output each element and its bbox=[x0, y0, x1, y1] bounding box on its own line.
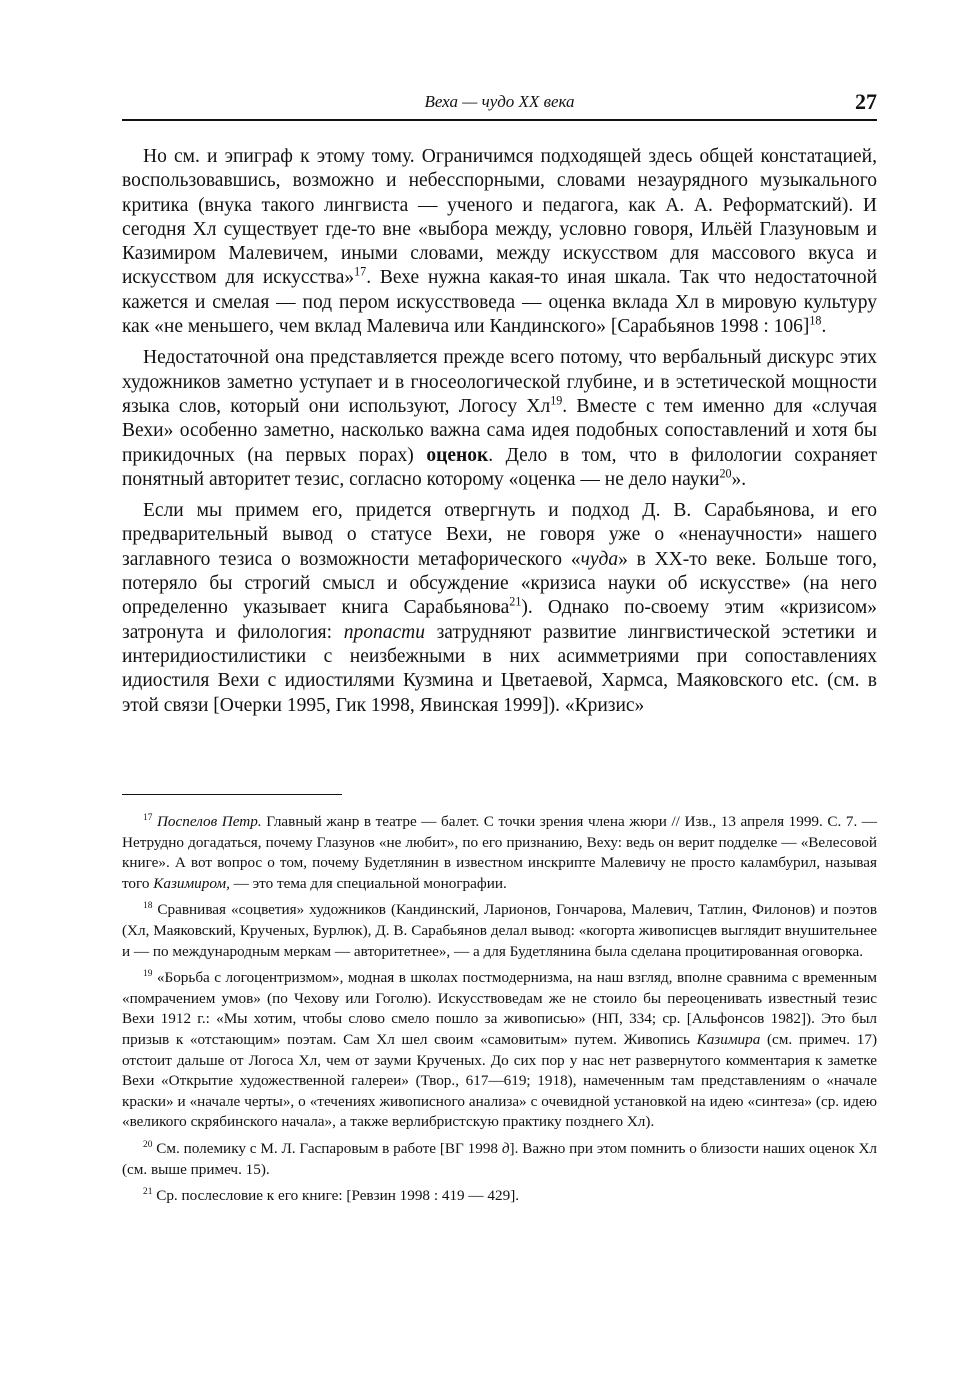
footnote-text: — это тема для специальной монографии. bbox=[229, 874, 507, 892]
header-rule bbox=[122, 119, 877, 121]
paragraph-text: . Вехе нужна какая-то иная шкала. Так что недостаточной кажется и смелая — под пером искусствоведа — оценка вклада Хл в мировую культуру как «не меньшего, чем вклад Малевича или Кандинского» [Сарабьянов 1998 : 106] bbox=[122, 267, 878, 338]
paragraph-1 bbox=[122, 145, 877, 339]
footnote-italic: д bbox=[501, 1139, 510, 1157]
footnote-number: 18 bbox=[143, 901, 153, 912]
footnote-number: 21 bbox=[143, 1187, 153, 1198]
footnote-text: «Борьба с логоцентризмом», модная в школах постмодернизма, на наш взгляд, вполне сравнима с временным «помрачением умов» (по Чехову или Гоголю). Искусствоведам же не стоило бы переоценивать известный тезис Вехи 1912 г.: «Мы хотим, чтобы слово смело пошло за живописью» (НП, 334; ср. [Альфонсов 1982]). Это был призыв к «отстающим» поэтам. Сам Хл шел своим «самовитым» путем. Живопись bbox=[122, 969, 877, 1048]
footnote-ref-18: 18 bbox=[809, 313, 822, 328]
footnote-text: ]. Важно при этом помнить о близости наших оценок Хл (см. выше примеч. 15). bbox=[122, 1139, 877, 1178]
footnote-author: Поспелов Петр. bbox=[156, 813, 262, 830]
running-head bbox=[122, 89, 877, 117]
footnotes bbox=[122, 812, 877, 1213]
footnote-italic: Казимира bbox=[696, 1030, 761, 1048]
italic-term: пропасти bbox=[343, 621, 425, 643]
paragraph-text: Но см. и эпиграф к этому тому. Ограничимся подходящей здесь общей констатацией, воспользовавшись, возможно и небесспорными, словами незаурядного музыкального критика (внука такого лингвиста — ученого и педагога, как А. А. Реформатский). И сегодня Хл существует где-то вне «выбора между, условно говоря, Ильёй Глазуновым и Казимиром Малевичем, иными словами, между искусством для массового вкуса и искусством для искусства» bbox=[122, 146, 877, 289]
footnote-18 bbox=[122, 900, 877, 962]
footnote-17 bbox=[122, 812, 877, 894]
paragraph-text: . Вместе с тем именно для «случая Вехи» особенно заметно, насколько важна сама идея подобных сопоставлений и хотя бы прикидочных (на первых порах) bbox=[122, 395, 878, 466]
footnote-19 bbox=[122, 968, 877, 1133]
paragraph-text: ). Однако по-своему этим «кризисом» затронута и филология: bbox=[122, 597, 878, 643]
italic-term: чуда bbox=[580, 548, 619, 570]
paragraph-text: » в XX-то веке. Больше того, потеряло бы строгий смысл и обсуждение «кризиса науки об искусстве» (на него определенно указывает книга Сарабьянова bbox=[122, 548, 877, 619]
main-text bbox=[122, 145, 877, 725]
footnote-text: Ср. послесловие к его книге: [Ревзин 1998 : 419 — 429]. bbox=[152, 1187, 520, 1205]
paragraph-text: затрудняют развитие лингвистической эстетики и интеридиостилистики с неизбежными в них асимметриями при сопоставлениях идиостиля Вехи с идиостилями Кузмина и Цветаевой, Хармса, Маяковского etc. (см. в этой связи [Очерки 1995, Гик 1998, Явинская 1999]). «Кризис» bbox=[122, 621, 877, 716]
bold-term: оценок bbox=[426, 444, 489, 466]
paragraph-text: . Дело в том, что в филологии сохраняет понятный авторитет тезис, согласно которому «оценка — не дело науки bbox=[122, 444, 878, 490]
footnote-italic: Казимиром, bbox=[153, 874, 230, 892]
footnote-text: Главный жанр в театре — балет. С точки зрения члена жюри // Изв., 13 апреля 1999. С. 7. — Нетрудно догадаться, почему Глазунов «не любит», по его признанию, Веху: ведь он верит подделке — «Велесовой книге». А вот вопрос о том, почему Будетлянин в известном инскрипте Малевичу не просто каламбурил, называя того bbox=[122, 813, 877, 892]
paragraph-text: ». bbox=[731, 468, 747, 490]
footnote-ref-21: 21 bbox=[509, 594, 522, 609]
paragraph-text: Недостаточной она представляется прежде всего потому, что вербальный дискурс этих художников заметно уступает и в гносеологической глубине, и в эстетической мощности языка слов, который они используют, Логосу Хл bbox=[122, 347, 877, 417]
paragraph-text: Если мы примем его, придется отвергнуть и подход Д. В. Сарабьянова, и его предварительный вывод о статусе Вехи, не говоря уже о «ненаучности» нашего заглавного тезиса о возможности метафорического « bbox=[122, 500, 877, 570]
paragraph-text: . bbox=[821, 316, 827, 338]
paragraph-2 bbox=[122, 346, 877, 492]
page-number: 27 bbox=[855, 89, 877, 114]
footnote-ref-20: 20 bbox=[719, 466, 732, 481]
footnote-21 bbox=[122, 1186, 877, 1207]
footnote-20 bbox=[122, 1139, 877, 1180]
footnote-ref-17: 17 bbox=[354, 264, 367, 279]
footnote-number: 20 bbox=[143, 1139, 153, 1150]
paragraph-3 bbox=[122, 499, 877, 718]
footnote-text: Сравнивая «соцветия» художников (Кандинский, Ларионов, Гончарова, Малевич, Татлин, Филонов) и поэтов (Хл, Маяковский, Крученых, Бурлюк), Д. В. Сарабьянов делал вывод: «когорта живописцев выглядит внушительнее и — по международным меркам — авторитетнее», — а для Будетлянина была сделана процитированная оговорка. bbox=[122, 901, 877, 960]
footnote-text: (см. примеч. 17) отстоит дальше от Логоса Хл, чем от зауми Крученых. До сих пор у нас нет развернутого комментария к заметке Вехи «Открытие художественной галереи» (Твор., 617—619; 1918), намеченным там представлениям о «начале краски» и «начале черты», о «течениях живописного анализа» с очевидной установкой на идею «синтеза» (ср. идею «великого скрябинского начала», а также верлибристскую практику позднего Хл). bbox=[122, 1030, 877, 1131]
footnote-number: 19 bbox=[143, 969, 153, 980]
footnote-text: См. полемику с М. Л. Гаспаровым в работе [ВГ 1998 bbox=[152, 1139, 502, 1157]
footnote-ref-19: 19 bbox=[550, 393, 563, 408]
footnote-rule bbox=[122, 794, 342, 795]
running-title: Веха — чудо XX века bbox=[424, 92, 575, 111]
footnote-number: 17 bbox=[143, 812, 153, 823]
